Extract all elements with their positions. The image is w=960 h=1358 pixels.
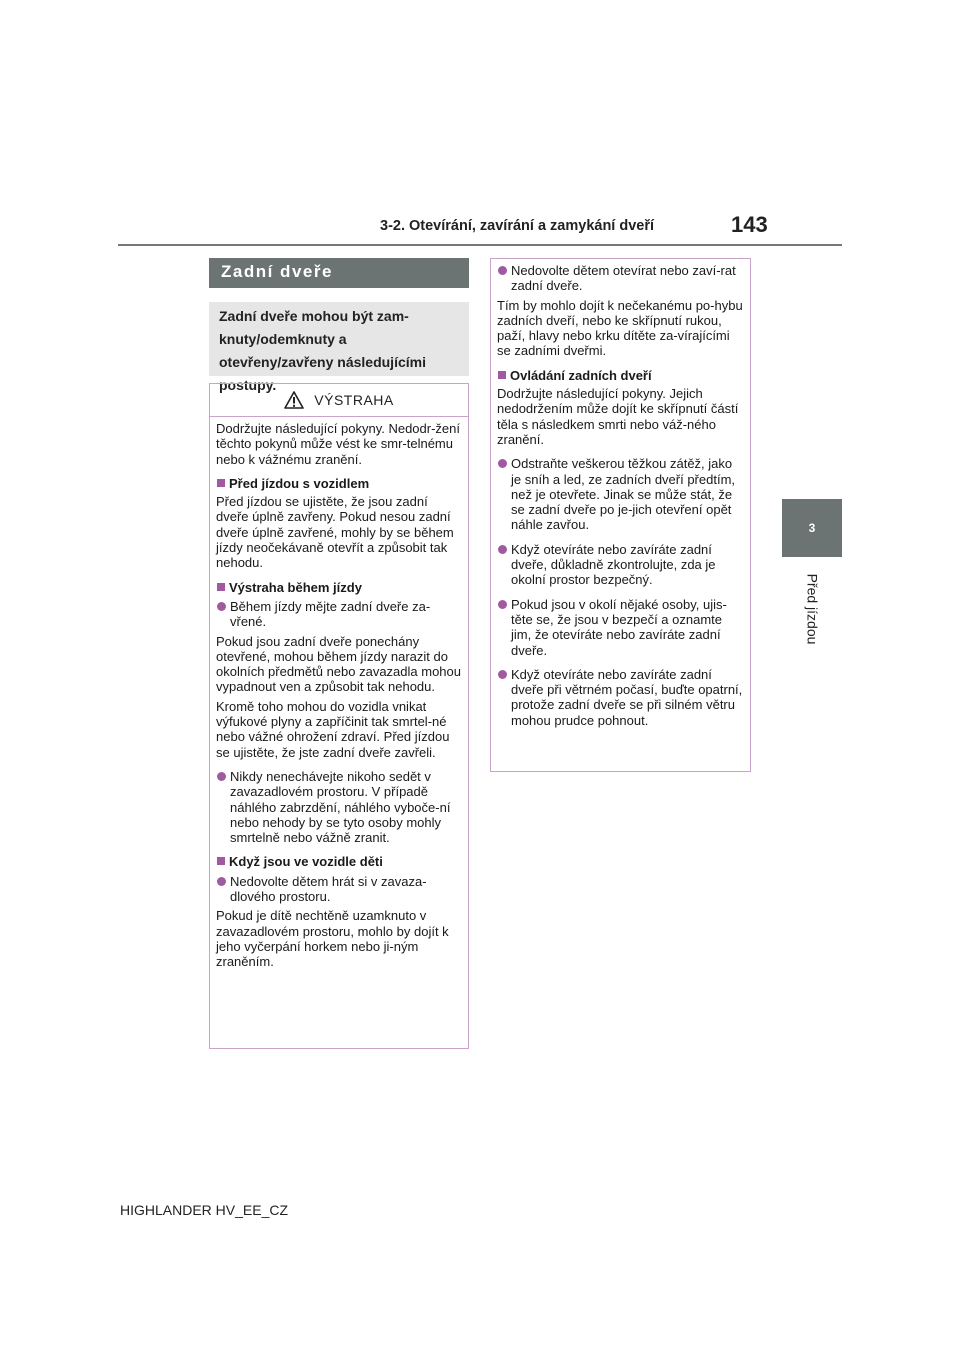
- round-bullet-icon: [217, 877, 226, 886]
- warning-paragraph: Kromě toho mohou do vozidla vnikat výfukové plyny a zapříčinit tak smrtel-né nebo vážné ohrožení zdraví. Před jízdou se ujistěte, že jste zadní dveře zavřeli.: [216, 698, 450, 760]
- chapter-tab[interactable]: [782, 499, 842, 557]
- continuation-heading-operation: Ovládání zadních dveří: [497, 368, 744, 383]
- square-bullet-icon: [217, 479, 225, 487]
- warning-label: VÝSTRAHA: [314, 392, 394, 408]
- round-bullet-icon: [498, 600, 507, 609]
- continuation-bullet: Odstraňte veškerou těžkou zátěž, jako je sníh a led, ze zadních dveří předtím, než je otevřete. Jinak se může stát, že se zadní dveře po je-jich otevření opět náhle zavřou.: [497, 456, 744, 532]
- warning-continuation-box: [490, 258, 751, 772]
- section-title: Zadní dveře: [221, 262, 333, 281]
- round-bullet-icon: [217, 772, 226, 781]
- warning-heading-children: Když jsou ve vozidle děti: [216, 854, 462, 869]
- warning-bullet: Nedovolte dětem hrát si v zavaza-dlového prostoru.: [216, 874, 462, 905]
- warning-paragraph: Pokud je dítě nechtěně uzamknuto v zavazadlovém prostoru, mohlo by dojít k jeho vyčerpání horkem nebo ji-ným zraněním.: [216, 908, 449, 970]
- square-bullet-icon: [217, 583, 225, 591]
- header-divider: [118, 244, 842, 246]
- warning-box: [209, 383, 469, 1049]
- square-bullet-icon: [498, 371, 506, 379]
- continuation-bullet: Když otevíráte nebo zavíráte zadní dveře, důkladně zkontrolujte, zda je okolní prostor bezpečný.: [497, 542, 744, 588]
- warning-paragraph: Pokud jsou zadní dveře ponechány otevřené, mohou během jízdy narazit do okolních předmětů nebo zavazadla mohou vypadnout ven a způsobit tak nehodu.: [216, 633, 461, 695]
- chapter-number: 3: [808, 521, 816, 535]
- continuation-bullet: Nedovolte dětem otevírat nebo zaví-rat zadní dveře.: [497, 263, 744, 294]
- footer-model-code: HIGHLANDER HV_EE_CZ: [120, 1202, 289, 1218]
- warning-triangle-icon: [284, 391, 304, 409]
- continuation-paragraph: Tím by mohlo dojít k nečekanému po-hybu zadních dveří, nebo ke skřípnutí rukou, paží, hlavy nebo krku dítěte za-vírajícími se zadními dveřmi.: [497, 297, 743, 359]
- warning-bullet: Nikdy nenechávejte nikoho sedět v zavazadlovém prostoru. V případě náhlého zabrzdění, náhlého vyboče-ní nebo nehody by se tyto osoby mohly smrtelně nebo vážně zranit.: [216, 769, 462, 845]
- round-bullet-icon: [217, 602, 226, 611]
- continuation-paragraph: Dodržujte následující pokyny. Jejich nedodržením může dojít ke skřípnutí částí těla s následkem smrti nebo váž-ného zranění.: [497, 386, 739, 447]
- page-number: 143: [731, 212, 768, 237]
- chapter-side-label: [782, 564, 842, 654]
- section-intro: Zadní dveře mohou být zam-knuty/odemknuty a otevřeny/zavřeny následujícími postupy.: [209, 302, 469, 376]
- chapter-title: Před jízdou: [804, 573, 821, 645]
- warning-heading-before-driving: Před jízdou s vozidlem: [216, 476, 462, 491]
- continuation-bullet: Pokud jsou v okolí nějaké osoby, ujis-těte se, že jsou v bezpečí a oznamte jim, že otevíráte nebo zavíráte zadní dveře.: [497, 597, 744, 658]
- warning-heading-while-driving: Výstraha během jízdy: [216, 580, 462, 595]
- warning-bullet: Během jízdy mějte zadní dveře za-vřené.: [216, 599, 462, 630]
- warning-paragraph: Před jízdou se ujistěte, že jsou zadní dveře úplně zavřeny. Pokud nesou zadní dveře úplně zavřené, mohly by se během jízdy neočekávaně otevřít a způsobit tak nehodu.: [216, 494, 454, 571]
- warning-intro: Dodržujte následující pokyny. Nedodr-žení těchto pokynů může vést ke smr-telnému nebo k vážnému zranění.: [216, 421, 460, 467]
- section-header-title: 3-2. Otevírání, zavírání a zamykání dveří: [380, 218, 655, 234]
- round-bullet-icon: [498, 266, 507, 275]
- square-bullet-icon: [217, 857, 225, 865]
- continuation-bullet: Když otevíráte nebo zavíráte zadní dveře při větrném počasí, buďte opatrní, protože zadní dveře se při silném větru mohou prudce pohnout.: [497, 667, 744, 728]
- round-bullet-icon: [498, 459, 507, 468]
- warning-header: [210, 384, 468, 417]
- round-bullet-icon: [498, 670, 507, 679]
- section-banner: [209, 258, 469, 288]
- round-bullet-icon: [498, 545, 507, 554]
